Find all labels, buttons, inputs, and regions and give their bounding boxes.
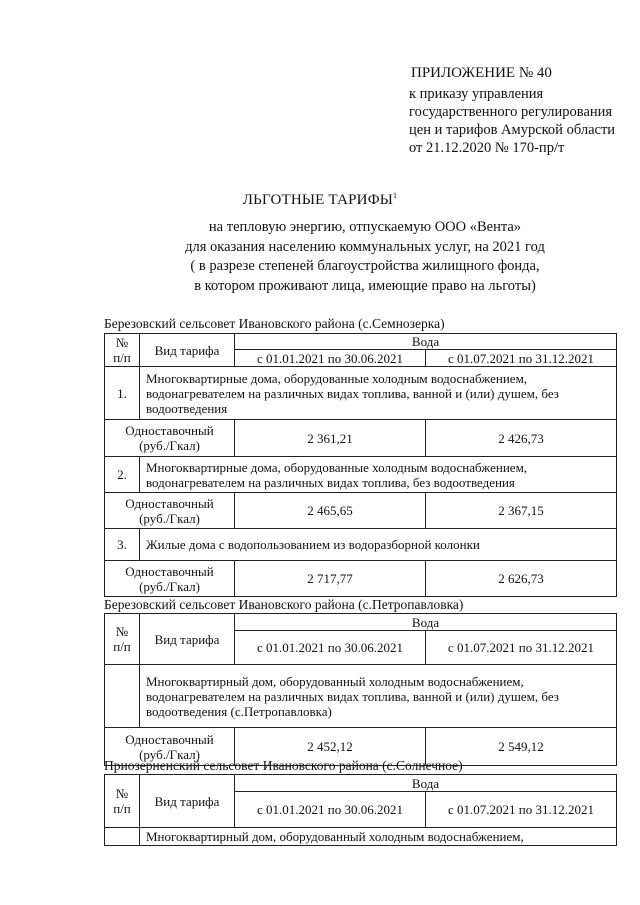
header-water: Вода xyxy=(235,775,617,792)
rate-label: Одноставочный (руб./Гкал) xyxy=(105,420,235,457)
document-title xyxy=(0,191,640,209)
header-period-2: с 01.07.2021 по 31.12.2021 xyxy=(425,350,616,367)
header-water: Вода xyxy=(235,334,617,350)
rate-value-period-2: 2 426,73 xyxy=(425,420,616,457)
header-num: № п/п xyxy=(105,775,140,828)
title-footnote: 1 xyxy=(393,191,398,200)
header-period-1: с 01.01.2021 по 30.06.2021 xyxy=(235,350,426,367)
header-period-2: с 01.07.2021 по 31.12.2021 xyxy=(426,792,617,828)
row-num xyxy=(105,665,140,728)
row-num: 2. xyxy=(105,457,140,493)
header-period-2: с 01.07.2021 по 31.12.2021 xyxy=(426,631,617,665)
rate-value-period-2: 2 626,73 xyxy=(425,561,616,597)
header-type: Вид тарифа xyxy=(140,775,235,828)
section-title: Березовский сельсовет Ивановского района (с.Семнозерка) xyxy=(104,316,445,331)
tariff-table xyxy=(104,774,617,846)
rate-label: Одноставочный (руб./Гкал) xyxy=(105,493,235,529)
appendix-line: государственного регулирования xyxy=(409,104,613,120)
appendix-title: ПРИЛОЖЕНИЕ № 40 xyxy=(411,65,552,81)
tariff-table xyxy=(104,333,617,597)
rate-label: Одноставочный (руб./Гкал) xyxy=(105,561,235,597)
header-period-1: с 01.01.2021 по 30.06.2021 xyxy=(235,792,426,828)
row-num: 3. xyxy=(105,529,140,561)
subtitle-line: ( в разрезе степеней благоустройства жилищного фонда, xyxy=(190,258,540,274)
header-water: Вода xyxy=(235,614,617,631)
header-period-1: с 01.01.2021 по 30.06.2021 xyxy=(235,631,426,665)
row-num: 1. xyxy=(105,367,140,420)
section-title: Приозерненский сельсовет Ивановского района (с.Солнечное) xyxy=(104,758,463,773)
row-num xyxy=(105,828,140,846)
subtitle-line: для оказания населению коммунальных услуг, на 2021 год xyxy=(185,238,545,255)
rate-value-period-1: 2 465,65 xyxy=(235,493,426,529)
title-text: ЛЬГОТНЫЕ ТАРИФЫ xyxy=(242,192,394,208)
row-description: Многоквартирные дома, оборудованные холодным водоснабжением, водонагревателем на различных видах топлива, ванной и (или) душем, без водоотведения xyxy=(140,367,617,420)
header-num: № п/п xyxy=(105,614,140,665)
rate-value-period-1: 2 717,77 xyxy=(235,561,426,597)
appendix-line: от 21.12.2020 № 170-пр/т xyxy=(409,140,565,156)
section-title: Березовский сельсовет Ивановского района (с.Петропавловка) xyxy=(104,597,464,612)
header-num: № п/п xyxy=(105,334,140,367)
rate-value-period-1: 2 361,21 xyxy=(235,420,426,457)
rate-value-period-2: 2 549,12 xyxy=(426,728,617,766)
subtitle-line: на тепловую энергию, отпускаемую ООО «Вента» xyxy=(208,219,522,235)
appendix-line: цен и тарифов Амурской области xyxy=(409,122,616,138)
rate-label: Одноставочный (руб./Гкал) xyxy=(105,728,235,766)
row-description: Жилые дома с водопользованием из водоразборной колонки xyxy=(140,529,617,561)
tariff-table xyxy=(104,613,617,766)
header-type: Вид тарифа xyxy=(140,614,235,665)
rate-value-period-1: 2 452,12 xyxy=(235,728,426,766)
document-subtitle xyxy=(130,218,600,296)
row-description: Многоквартирные дома, оборудованные холодным водоснабжением, водонагревателем на различных видах топлива, без водоотведения xyxy=(140,457,617,493)
appendix-line: к приказу управления xyxy=(409,86,544,102)
row-description: Многоквартирный дом, оборудованный холодным водоснабжением, xyxy=(140,828,617,846)
subtitle-line: в котором проживают лица, имеющие право на льготы) xyxy=(194,277,536,294)
appendix-block xyxy=(409,64,615,157)
row-description: Многоквартирный дом, оборудованный холодным водоснабжением, водонагревателем на различных видах топлива, ванной и (или) душем, без водоотведения (с.Петропавловка) xyxy=(140,665,617,728)
header-type: Вид тарифа xyxy=(140,334,235,367)
rate-value-period-2: 2 367,15 xyxy=(425,493,616,529)
